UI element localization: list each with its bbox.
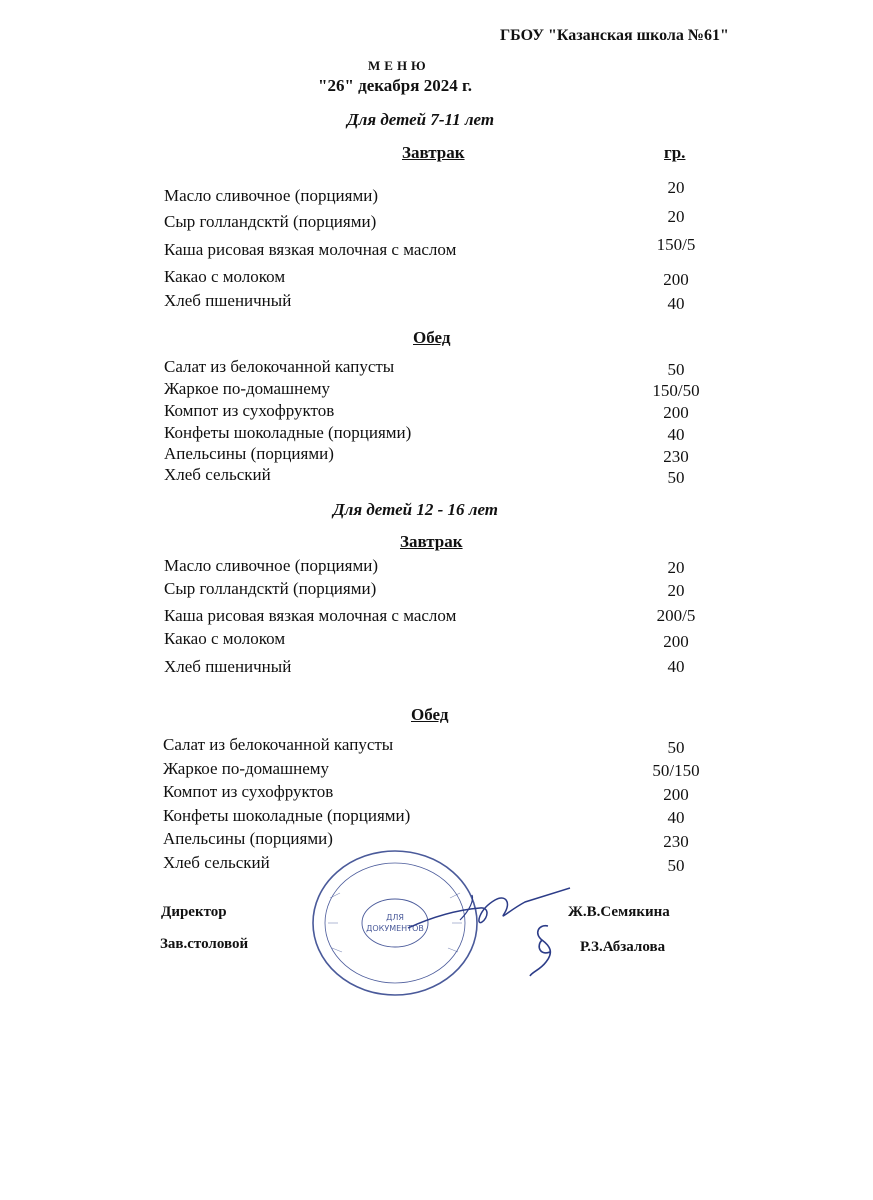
lunch-heading-1: Обед — [413, 328, 451, 347]
menu-item-qty: 200 — [663, 270, 689, 289]
age-group-heading-2: Для детей 12 - 16 лет — [333, 500, 499, 519]
menu-item-name: Масло сливочное (порциями) — [164, 556, 378, 575]
menu-item-qty: 50 — [667, 360, 685, 379]
canteen-manager-signature — [520, 920, 570, 980]
menu-item-qty: 40 — [667, 808, 685, 827]
menu-item-name: Апельсины (порциями) — [164, 444, 334, 463]
menu-item-name: Сыр голландсктй (порциями) — [164, 212, 377, 231]
canteen-manager-label: Зав.столовой — [160, 936, 249, 952]
director-name: Ж.В.Семякина — [568, 904, 670, 920]
menu-item-qty: 20 — [667, 178, 685, 197]
lunch-heading-2: Обед — [411, 705, 449, 724]
menu-item-name: Хлеб сельский — [163, 853, 270, 872]
menu-item-name: Салат из белокочанной капусты — [164, 357, 395, 376]
menu-item-qty: 230 — [663, 832, 689, 851]
canteen-manager-name: Р.З.Абзалова — [580, 939, 666, 955]
menu-item-name: Масло сливочное (порциями) — [164, 186, 378, 205]
menu-item-name: Жаркое по-домашнему — [163, 759, 330, 778]
menu-item-name: Каша рисовая вязкая молочная с маслом — [164, 606, 457, 625]
menu-item-qty: 200 — [663, 785, 689, 804]
menu-item-name: Хлеб пшеничный — [164, 657, 292, 676]
breakfast-heading-1: Завтрак — [402, 143, 465, 162]
stamp-center-text-2: ДОКУМЕНТОВ — [366, 924, 424, 933]
menu-item-name: Жаркое по-домашнему — [164, 379, 331, 398]
menu-item-qty: 150/5 — [656, 235, 696, 254]
menu-title: МЕНЮ — [368, 58, 430, 73]
menu-item-name: Компот из сухофруктов — [163, 782, 334, 801]
school-name: ГБОУ "Казанская школа №61" — [500, 27, 729, 44]
menu-item-qty: 40 — [667, 294, 685, 313]
menu-item-name: Какао с молоком — [164, 267, 286, 286]
menu-item-qty: 20 — [667, 558, 685, 577]
menu-item-qty: 20 — [667, 207, 685, 226]
stamp-center-text-1: ДЛЯ — [386, 913, 404, 922]
menu-item-qty: 50 — [667, 856, 685, 875]
menu-item-name: Конфеты шоколадные (порциями) — [164, 423, 412, 442]
menu-item-name: Каша рисовая вязкая молочная с маслом — [164, 240, 457, 259]
menu-item-qty: 40 — [667, 657, 685, 676]
menu-item-qty: 50/150 — [652, 761, 700, 780]
menu-item-name: Салат из белокочанной капусты — [163, 735, 394, 754]
menu-item-qty: 230 — [663, 447, 689, 466]
menu-item-qty: 200 — [663, 632, 689, 651]
menu-item-qty: 150/50 — [652, 381, 700, 400]
menu-item-name: Хлеб сельский — [164, 465, 271, 484]
menu-item-qty: 50 — [667, 468, 685, 487]
menu-item-name: Сыр голландсктй (порциями) — [164, 579, 377, 598]
breakfast-heading-2: Завтрак — [400, 532, 463, 551]
menu-date: "26" декабря 2024 г. — [318, 76, 473, 95]
menu-item-qty: 20 — [667, 581, 685, 600]
menu-item-name: Конфеты шоколадные (порциями) — [163, 806, 411, 825]
age-group-heading-1: Для детей 7-11 лет — [347, 110, 495, 129]
menu-item-qty: 40 — [667, 425, 685, 444]
grams-column-header: гр. — [664, 143, 686, 162]
menu-item-qty: 50 — [667, 738, 685, 757]
menu-item-qty: 200/5 — [656, 606, 696, 625]
menu-item-name: Какао с молоком — [164, 629, 286, 648]
menu-item-qty: 200 — [663, 403, 689, 422]
menu-item-name: Хлеб пшеничный — [164, 291, 292, 310]
menu-item-name: Апельсины (порциями) — [163, 829, 333, 848]
director-label: Директор — [161, 904, 227, 920]
menu-item-name: Компот из сухофруктов — [164, 401, 335, 420]
